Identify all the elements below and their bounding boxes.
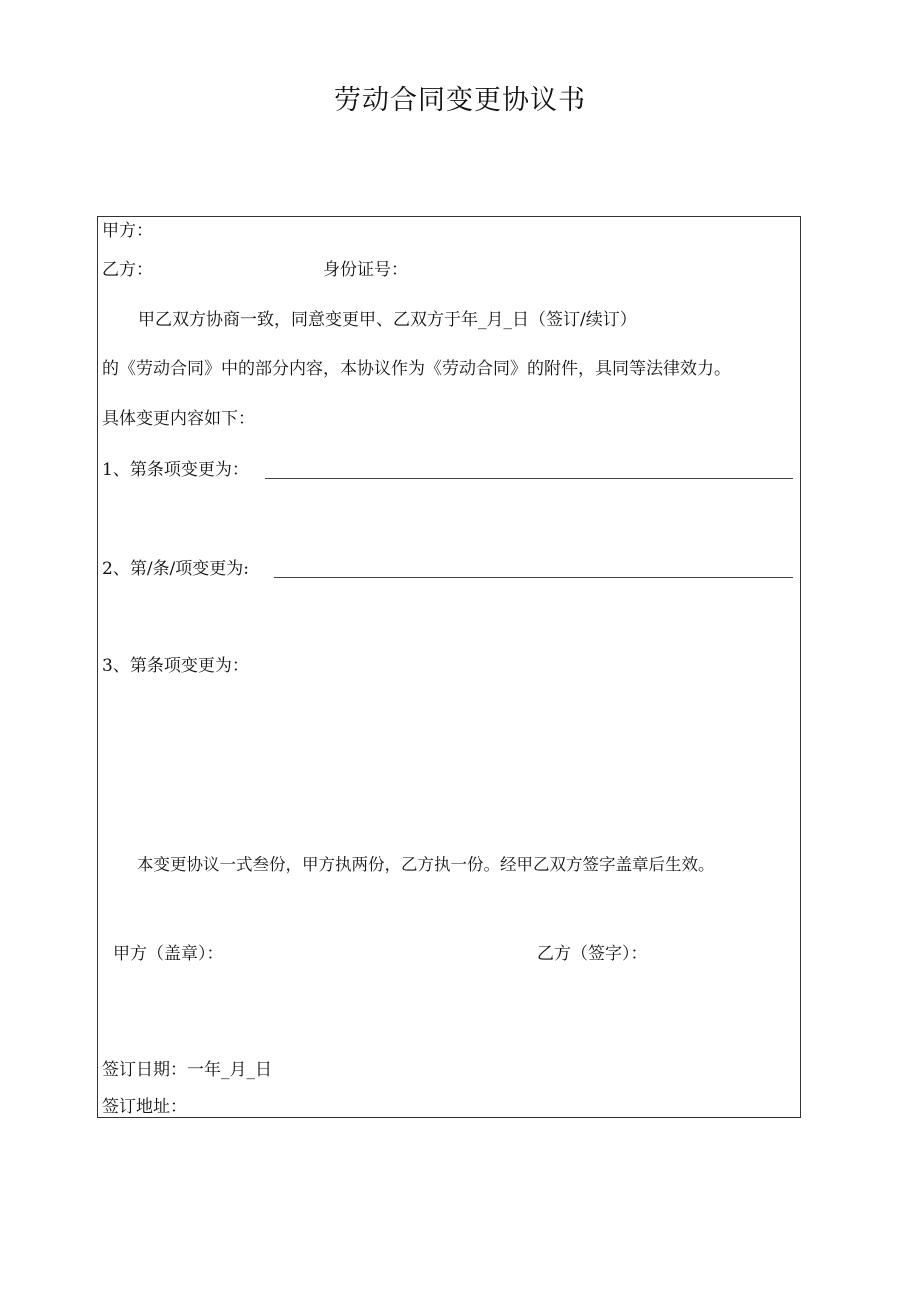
- party-b-label: 乙方：: [102, 260, 153, 280]
- intro-line-1: 甲乙双方协商一致，同意变更甲、乙双方于年_月_日（签订/续订）: [138, 310, 637, 330]
- change-item-3: 3、第条项变更为：: [102, 656, 249, 676]
- sign-date: 签订日期：一年_月_日: [102, 1060, 272, 1080]
- party-a-seal-label: 甲方（盖章）：: [113, 944, 224, 964]
- party-b-sign-label: 乙方（签字）：: [537, 944, 648, 964]
- changes-heading: 具体变更内容如下：: [102, 409, 255, 429]
- intro-line-2: 的《劳动合同》中的部分内容，本协议作为《劳动合同》的附件，具同等法律效力。: [102, 359, 731, 379]
- sign-address: 签订地址：: [102, 1097, 187, 1117]
- copies-statement: 本变更协议一式叁份，甲方执两份，乙方执一份。经甲乙双方签字盖章后生效。: [137, 855, 715, 874]
- id-number-label: 身份证号：: [323, 260, 408, 280]
- change-item-2-fill-line: [274, 577, 793, 578]
- party-a-label: 甲方：: [102, 221, 153, 241]
- change-item-1-fill-line: [265, 478, 793, 479]
- change-item-2: 2、第/条/项变更为:: [102, 559, 249, 579]
- change-item-1: 1、第条项变更为：: [102, 460, 249, 480]
- document-title: 劳动合同变更协议书: [334, 85, 586, 116]
